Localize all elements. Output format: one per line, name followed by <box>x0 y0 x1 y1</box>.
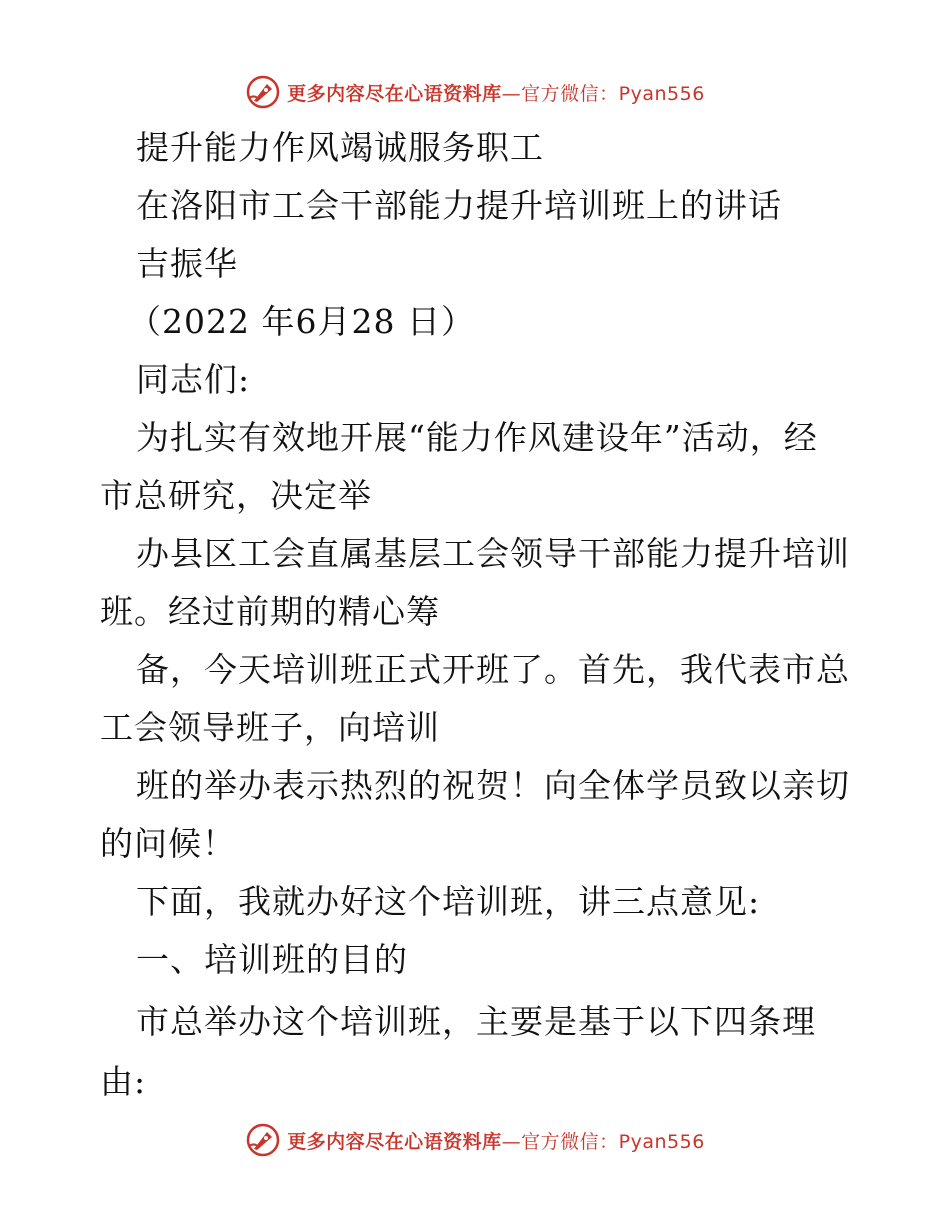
watermark-separator: — <box>501 82 522 105</box>
document-title: 提升能力作风竭诚服务职工 <box>136 128 544 167</box>
pen-nib-logo-icon <box>245 74 281 110</box>
paragraph-line: 市总研究，决定举 <box>100 476 372 515</box>
watermark-banner-top <box>0 72 950 112</box>
document-author: 吉振华 <box>136 244 238 283</box>
pen-nib-logo-icon <box>245 1122 281 1158</box>
watermark-banner-bottom <box>0 1120 950 1160</box>
paragraph-line: 下面，我就办好这个培训班，讲三点意见: <box>136 882 761 921</box>
paragraph-line: 工会领导班子，向培训 <box>100 708 440 747</box>
watermark-text <box>287 79 705 106</box>
watermark-main-text: 更多内容尽在心语资料库 <box>287 1130 502 1153</box>
paragraph-line: 市总举办这个培训班，主要是基于以下四条理 <box>136 1002 816 1041</box>
watermark-text <box>287 1127 705 1154</box>
paragraph-line: 班的举办表示热烈的祝贺！向全体学员致以亲切 <box>136 766 850 805</box>
watermark-wechat-text: 官方微信：Pyan556 <box>521 82 705 105</box>
paragraph-line: 为扎实有效地开展“能力作风建设年”活动，经 <box>136 418 818 457</box>
document-date: （2022 年6月28 日） <box>128 302 475 341</box>
paragraph-line: 备，今天培训班正式开班了。首先，我代表市总 <box>136 650 850 689</box>
paragraph-line: 班。经过前期的精心筹 <box>100 592 440 631</box>
section-heading: 一、培训班的目的 <box>136 940 408 979</box>
document-subtitle: 在洛阳市工会干部能力提升培训班上的讲话 <box>136 186 782 225</box>
paragraph-line: 由: <box>100 1062 147 1101</box>
paragraph-line: 的问候！ <box>100 824 236 863</box>
watermark-separator: — <box>501 1130 522 1153</box>
watermark-main-text: 更多内容尽在心语资料库 <box>287 82 502 105</box>
watermark-wechat-text: 官方微信：Pyan556 <box>521 1130 705 1153</box>
paragraph-line: 办县区工会直属基层工会领导干部能力提升培训 <box>136 534 850 573</box>
document-greeting: 同志们: <box>136 360 251 399</box>
